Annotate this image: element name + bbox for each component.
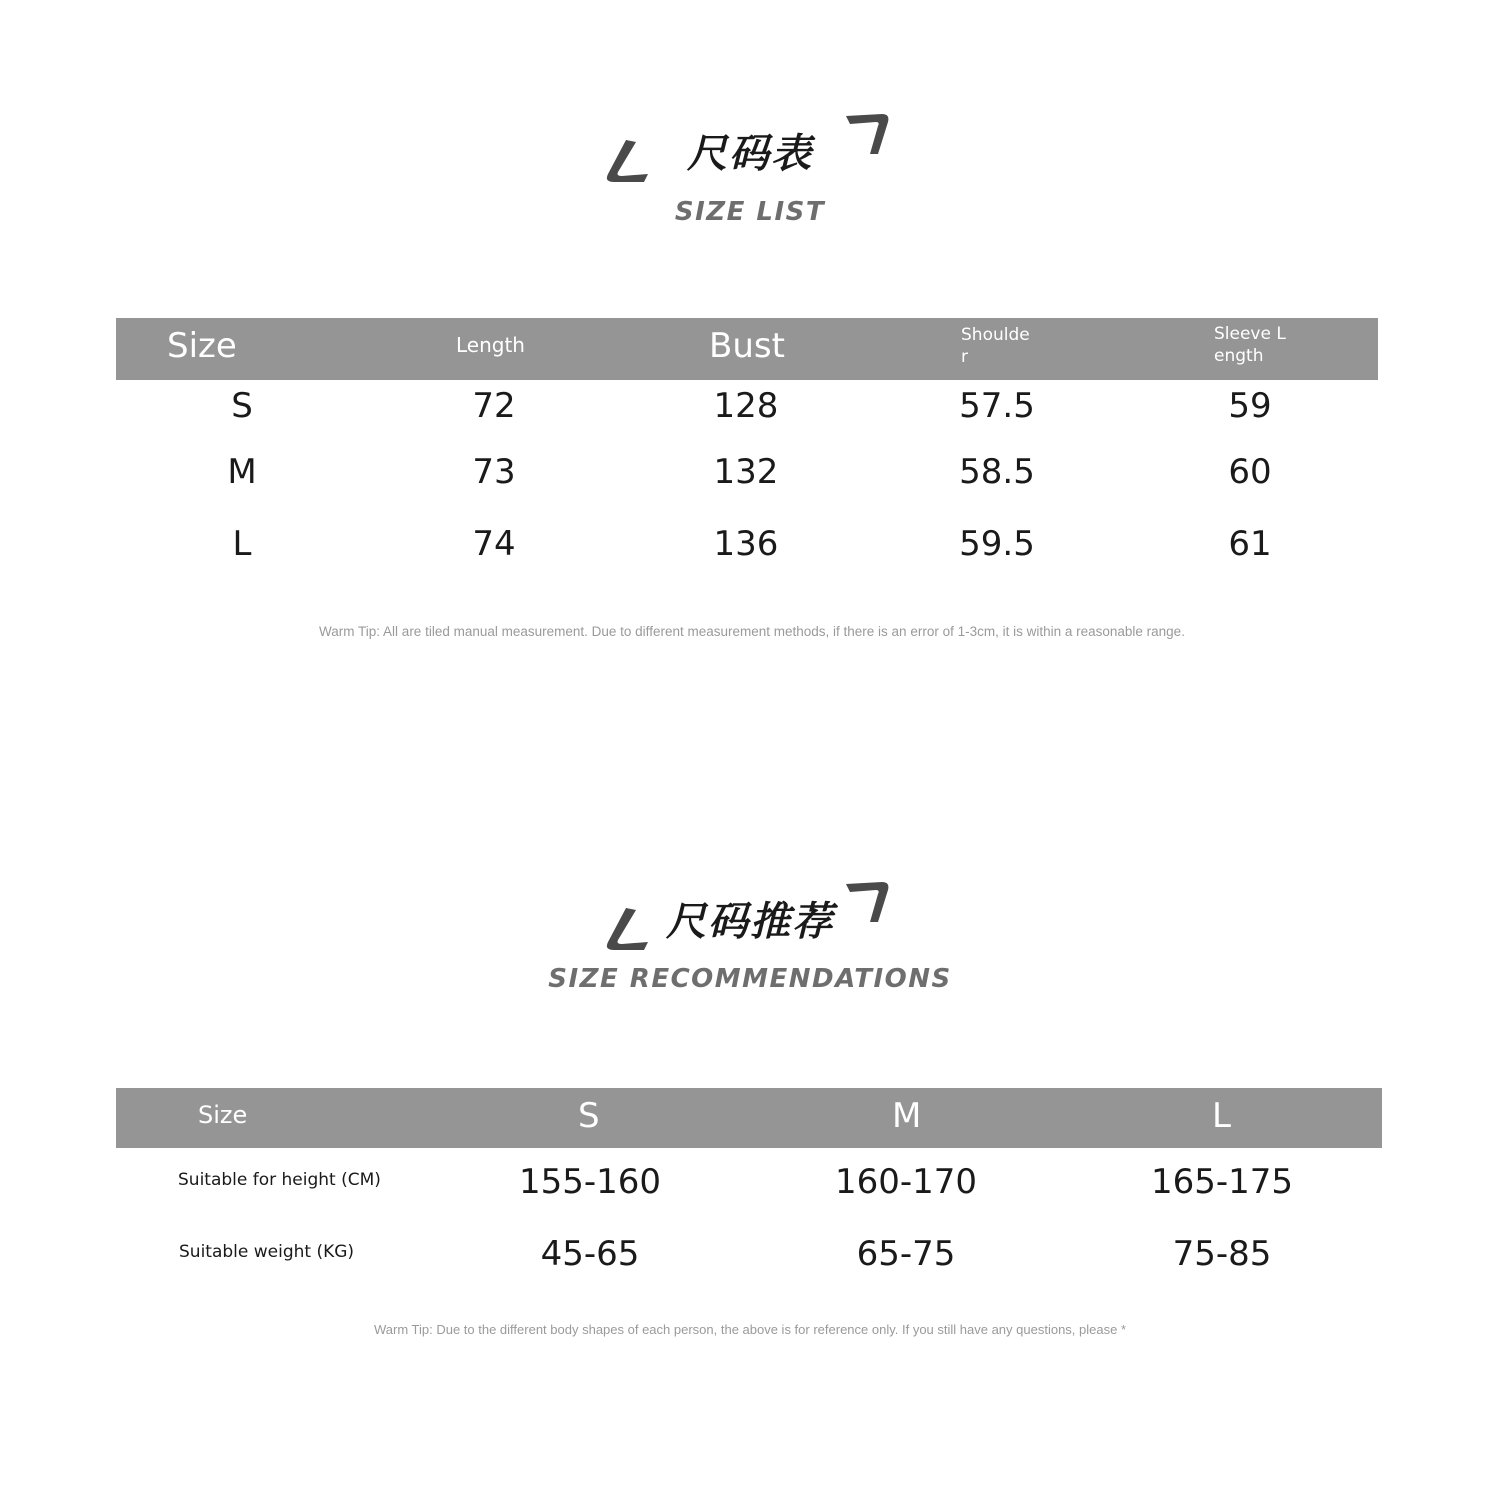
cell-value-m: 160-170 [834,1162,978,1202]
size-list-tip: Warm Tip: All are tiled manual measurement. Due to different measurement methods, if there is an error of 1-3cm, it is within a reasonable range. [319,624,1185,639]
header-size: Size [167,326,237,366]
header-size: Size [198,1101,248,1129]
size-list-header-row [116,318,1378,380]
cell-value-l: 75-85 [1172,1234,1272,1274]
header-sleeve-line1: Sleeve L [1214,324,1286,344]
cell-sleeve: 61 [1228,524,1272,564]
header-s: S [578,1096,600,1136]
cell-size: L [232,524,252,564]
cell-value-s: 45-65 [540,1234,640,1274]
size-list-title-cn: 尺码表 [687,131,813,177]
cell-size: M [227,452,257,492]
cell-value-s: 155-160 [518,1162,662,1202]
cell-sleeve: 60 [1228,452,1272,492]
cell-length: 73 [472,452,516,492]
cell-sleeve: 59 [1228,386,1272,426]
header-shoulder-line2: r [961,347,968,367]
row-label: Suitable for height (CM) [178,1170,381,1190]
header-length: Length [456,333,525,357]
cell-shoulder: 59.5 [959,524,1035,564]
cell-shoulder: 58.5 [959,452,1035,492]
cell-bust: 132 [713,452,779,492]
cell-shoulder: 57.5 [959,386,1035,426]
cell-length: 74 [472,524,516,564]
right-bracket-icon [842,112,890,158]
row-label: Suitable weight (KG) [179,1242,355,1262]
cell-size: S [231,386,253,426]
size-recommendations-title-en: SIZE RECOMMENDATIONS [548,964,952,994]
cell-bust: 128 [713,386,779,426]
cell-value-m: 65-75 [856,1234,956,1274]
header-sleeve-line2: ength [1214,346,1264,366]
header-shoulder-line1: Shoulde [961,325,1030,345]
size-recommendations-title-cn: 尺码推荐 [666,899,834,945]
header-bust: Bust [709,326,785,366]
header-m: M [892,1096,922,1136]
right-bracket-icon [842,880,890,926]
cell-value-l: 165-175 [1150,1162,1294,1202]
size-list-title-en: SIZE LIST [674,197,826,227]
size-recommendations-tip: Warm Tip: Due to the different body shapes of each person, the above is for reference only. If you still have any questions, please * [373,1322,1127,1337]
size-recommendations-header-row [116,1088,1382,1148]
header-l: L [1212,1096,1231,1136]
cell-bust: 136 [713,524,779,564]
cell-length: 72 [472,386,516,426]
